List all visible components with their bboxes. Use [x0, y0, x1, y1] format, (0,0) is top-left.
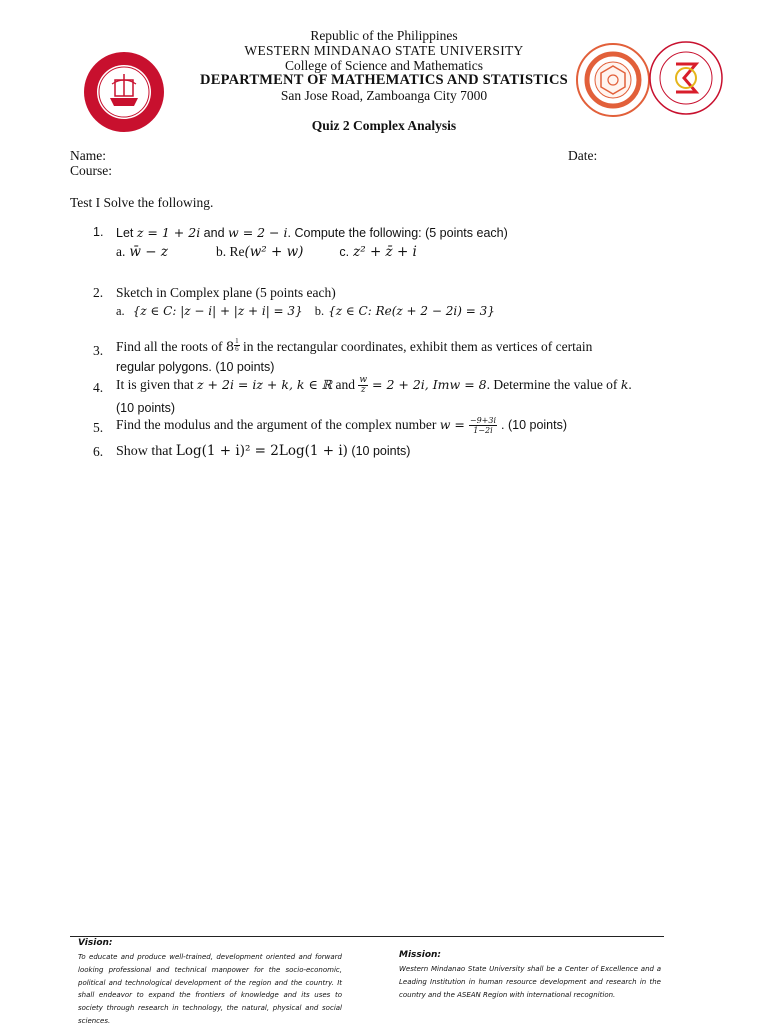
test-heading: Test I Solve the following. — [70, 195, 214, 210]
college-name: College of Science and Mathematics — [285, 58, 483, 73]
quiz-title: Quiz 2 Complex Analysis — [311, 118, 457, 133]
item-5-text: Find the modulus and the argument of the complex number w = $\frac{-9+3i}{1-2i}$ . (10 points) — [116, 416, 568, 435]
item-3-text: Find all the roots of 8 $\frac{1}{6}$ in the rectangular coordinates, exhibit them as vertices of certain — [116, 337, 593, 355]
item-3-line2: regular polygons. (10 points) — [116, 360, 275, 374]
mission-text: Western Mindanao State University shall be a Center of Excellence and a Leading Institution in human resource development and research in the country and the ASEAN Region with international recognition. — [399, 965, 661, 999]
vision-text: To educate and produce well-trained, development oriented and forward looking professional and technical manpower for the socio-economic, political and technological development of the region and the country. It shall endeavor to expand the frontiers of knowledge and its uses to society through research in technology, the natural, physical and social sciences. — [78, 953, 342, 1025]
date-field-label: Date: — [568, 148, 598, 163]
item-number-2: 2. — [93, 285, 104, 300]
item-2-parts: a. {z ∈ C: |z − i| + |z + i| = 3} b. {z ∈ C: Re(z + 2 − 2i) = 3} — [116, 304, 495, 318]
item-4-line2: (10 points) — [116, 401, 176, 415]
department-name: DEPARTMENT OF MATHEMATICS AND STATISTICS — [200, 72, 568, 88]
item-4-text: It is given that z + 2i = iz + k, k ∈ ℝ and $\frac{w}{z}$ = 2 + 2i, Imw = 8. Determine the value of k. — [116, 375, 632, 395]
vision-title: Vision: — [78, 938, 113, 948]
item-number-6: 6. — [93, 444, 104, 459]
item-1-parts: a. w̄ − z b. Re(w² + w) c. z² + z̄ + i — [116, 244, 417, 260]
item-1-text: Let z = 1 + 2i and w = 2 − i. Compute the following: (5 points each) — [116, 225, 508, 240]
item-number-1: 1. — [93, 225, 104, 239]
address-line: San Jose Road, Zamboanga City 7000 — [280, 88, 488, 103]
republic-line: Republic of the Philippines — [310, 28, 458, 43]
item-number-4: 4. — [93, 380, 104, 395]
course-field-label: Course: — [70, 163, 112, 178]
item-number-5: 5. — [93, 420, 104, 435]
university-name: WESTERN MINDANAO STATE UNIVERSITY — [244, 43, 524, 58]
footer-divider — [70, 936, 664, 937]
mission-title: Mission: — [399, 950, 442, 960]
name-field-label: Name: — [70, 148, 106, 163]
item-6-text: Show that Log(1 + i)² = 2Log(1 + i) (10 points) — [116, 443, 411, 459]
item-2-text: Sketch in Complex plane (5 points each) — [116, 285, 336, 300]
item-number-3: 3. — [93, 343, 104, 358]
